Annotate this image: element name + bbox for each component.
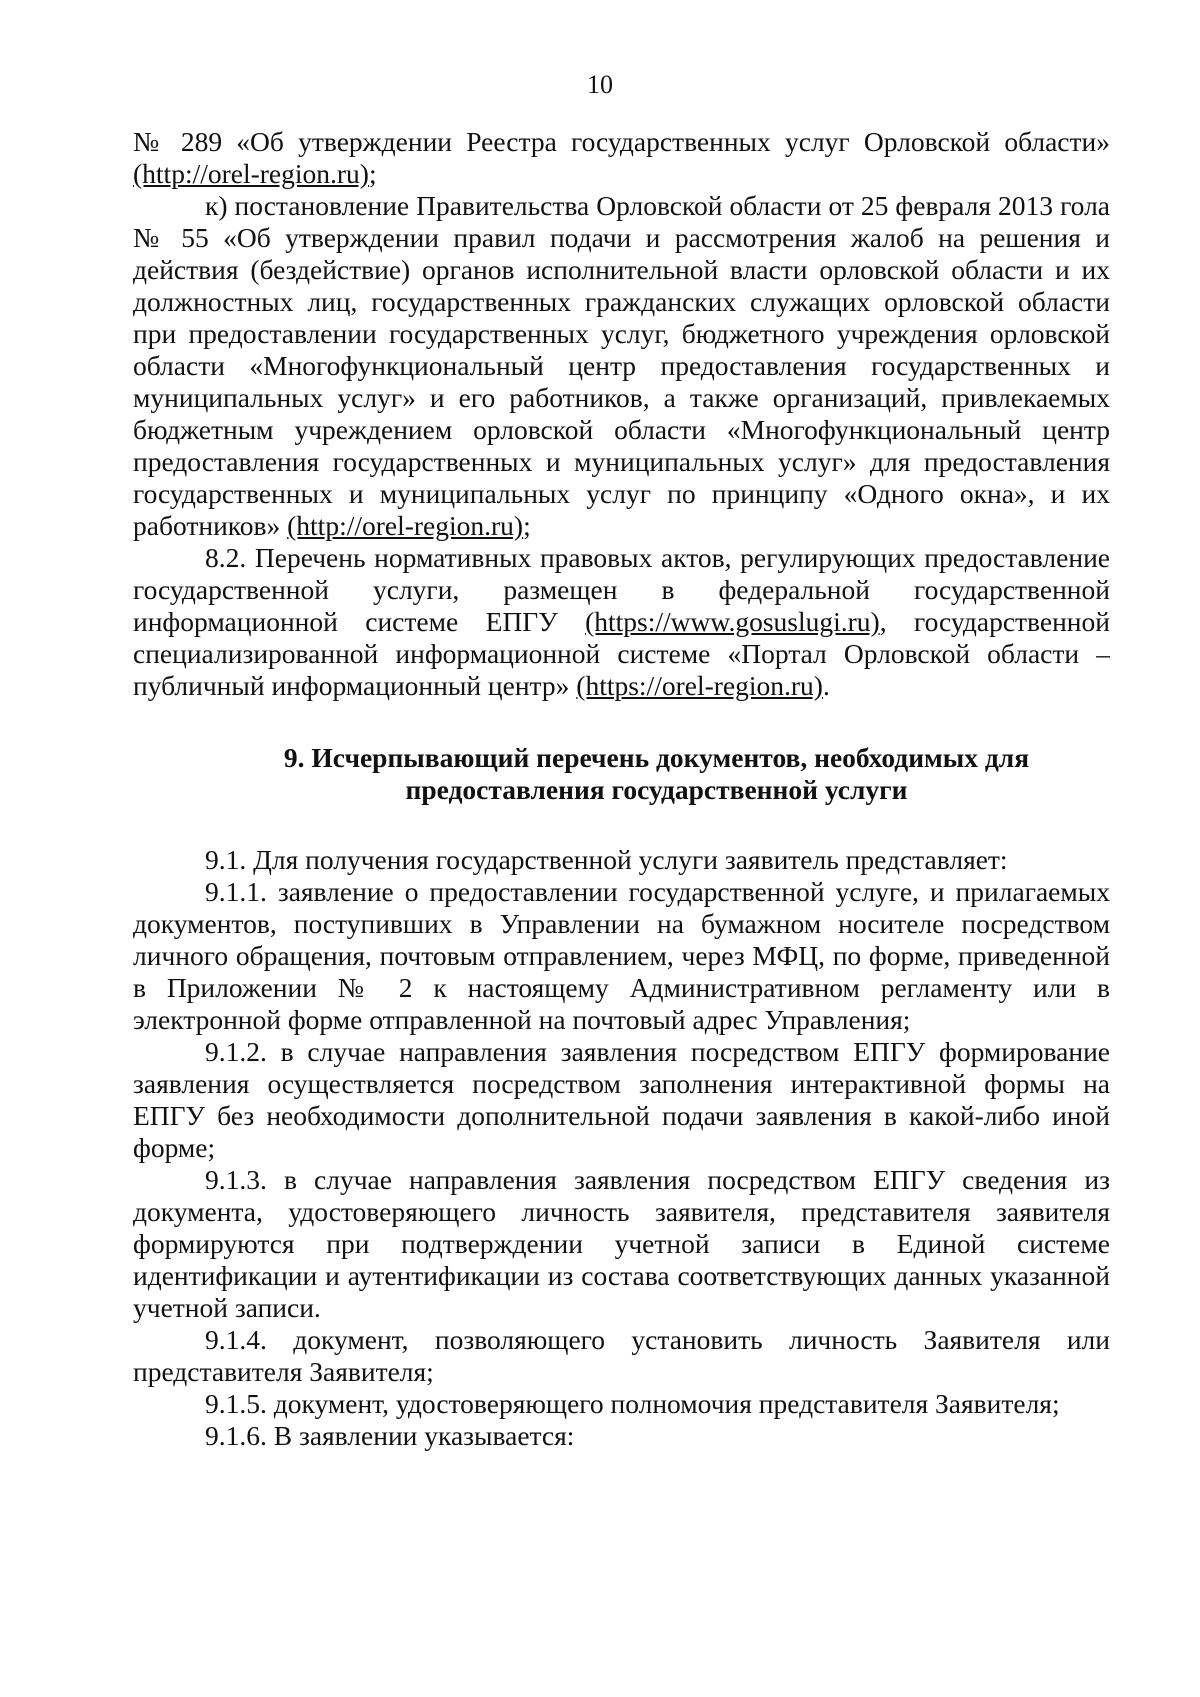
paragraph-resolution-k — [133, 190, 1110, 542]
heading-line-2: предоставления государственной услуги — [405, 774, 908, 805]
item-9-1-5: 9.1.5. документ, удостоверяющего полномочия представителя Заявителя; — [205, 1388, 1060, 1419]
orel-region-link[interactable]: (http://orel-region.ru) — [133, 158, 369, 189]
heading-line-1: 9. Исчерпывающий перечень документов, необходимых для — [283, 742, 1030, 773]
orel-region-link[interactable]: (http://orel-region.ru) — [287, 510, 524, 541]
text: № 289 «Об утверждении Реестра государственных услуг Орловской области» — [133, 126, 1110, 157]
item-9-1-1: 9.1.1. заявление о предоставлении государственной услуге, и прилагаемых документов, поступивших в Управлении на бумажном носителе посредством личного обращения, почтовым отправлением, через МФЦ, по форме, приведенной в Приложении № 2 к настоящему Административном регламенту или в электронной форме отправленной на почтовый адрес Управления; — [133, 876, 1110, 1035]
text: 8.2. Перечень нормативных правовых актов, регулирующих предоставление государственной услуги, размещен в федеральной государственной информационной системе ЕПГУ — [133, 542, 1110, 637]
paragraph-registry — [133, 126, 1110, 190]
text: . — [822, 670, 830, 701]
text: к) постановление Правительства Орловской области от 25 февраля 2013 гола № 55 «Об утверждении правил подачи и рассмотрения жалоб на решения и действия (бездействие) органов исполнительной власти орловской области и их должностных лиц, государственных гражданских служащих орловской области при предоставлении государственных услуг, бюджетного учреждения орловской области «Многофункциональный центр предоставления государственных и муниципальных услуг» и его работников, а также организаций, привлекаемых бюджетным учреждением орловской области «Многофункциональный центр предоставления государственных и муниципальных услуг» для предоставления государственных и муниципальных услуг по принципу «Одного окна», и их работников» — [133, 190, 1110, 541]
item-9-1-3: 9.1.3. в случае направления заявления посредством ЕПГУ сведения из документа, удостоверяющего личность заявителя, представителя заявителя формируются при подтверждении учетной записи в Единой системе идентификации и аутентификации из состава соответствующих данных указанной учетной записи. — [133, 1164, 1110, 1323]
orel-region-https-link[interactable]: (https://orel-region.ru) — [576, 670, 823, 701]
page-number: 10 — [587, 70, 613, 99]
section-heading-9 — [133, 742, 1110, 806]
item-9-1-6: 9.1.6. В заявлении указывается: — [205, 1420, 575, 1451]
gosuslugi-link[interactable]: (https://www.gosuslugi.ru) — [585, 606, 880, 637]
text: ; — [523, 510, 531, 541]
item-9-1: 9.1. Для получения государственной услуги заявитель представляет: — [205, 844, 1008, 875]
item-9-1-2: 9.1.2. в случае направления заявления посредством ЕПГУ формирование заявления осуществляется посредством заполнения интерактивной формы на ЕПГУ без необходимости дополнительной подачи заявления в какой-либо иной форме; — [133, 1036, 1110, 1163]
paragraph-8-2 — [133, 542, 1110, 702]
text: , государственной специализированной информационной системе «Портал Орловской области – публичный информационный центр» — [133, 606, 1110, 701]
document-body — [133, 126, 1110, 1452]
item-9-1-4: 9.1.4. документ, позволяющего установить личность Заявителя или представителя Заявителя; — [133, 1324, 1110, 1387]
text: ; — [368, 158, 377, 189]
